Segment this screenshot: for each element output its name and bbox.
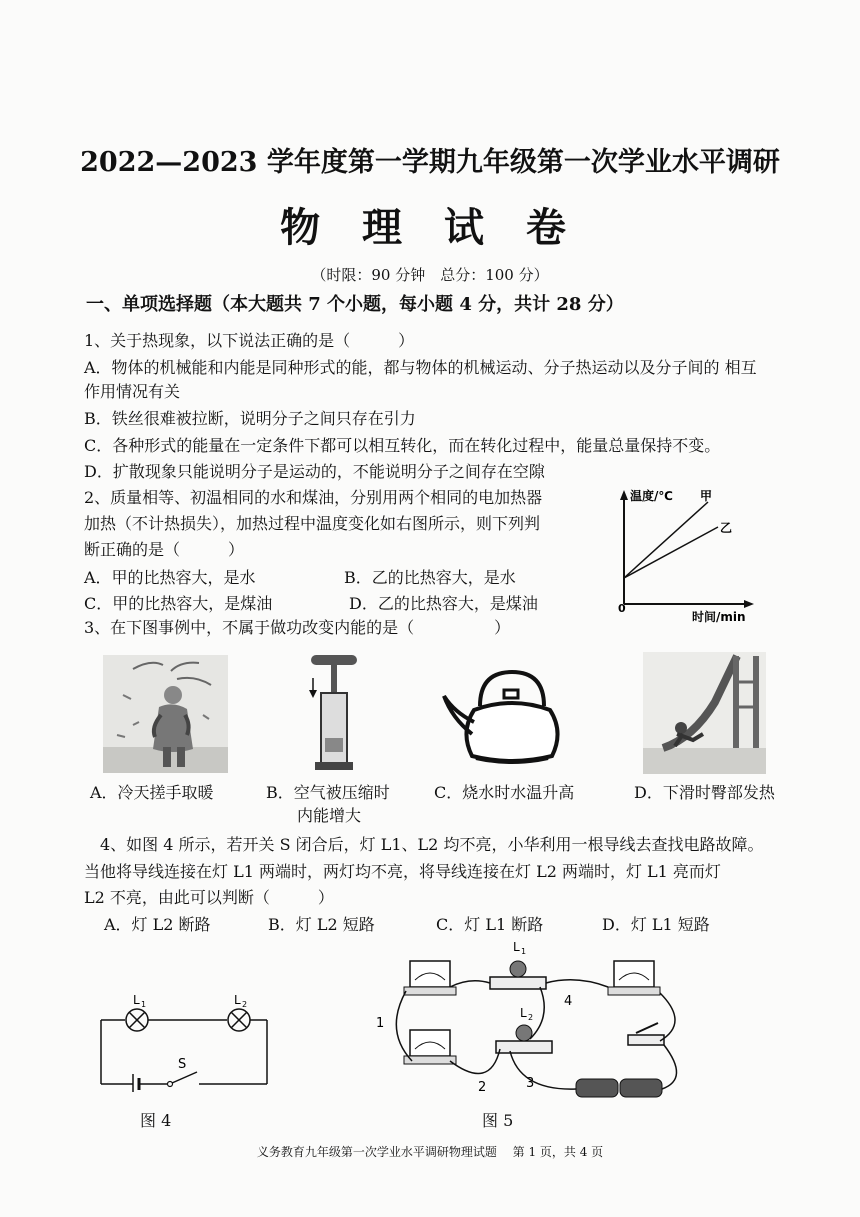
section-heading: 一、单项选择题（本大题共 7 个小题，每小题 4 分，共计 28 分） (86, 294, 624, 315)
fig4-switch-label: S (178, 1057, 187, 1072)
q2-stem-line3: 断正确的是（ ） (84, 540, 245, 559)
q4-option-c: C．灯 L1 断路 (436, 915, 544, 934)
q4-option-a: A．灯 L2 断路 (104, 915, 211, 934)
fig4-l2-label: L (234, 993, 241, 1007)
q1-option-b: B．铁丝很难被拉断，说明分子之间只存在引力 (84, 409, 416, 428)
rubbing-hands-illustration (103, 655, 228, 773)
fig5-l1-label: L (513, 940, 520, 954)
q3-option-a: A．冷天搓手取暖 (90, 783, 214, 802)
exam-meta: （时限：90 分钟 总分：100 分） (311, 266, 549, 284)
q4-option-d: D．灯 L1 短路 (602, 915, 710, 934)
q3-option-b-cont: 内能增大 (297, 806, 362, 825)
subject-title: 物 理 试 卷 (280, 204, 580, 251)
battery-1-icon (576, 1079, 618, 1097)
y-axis-arrow (620, 490, 628, 500)
exam-title: 2022—2023 学年度第一学期九年级第一次学业水平调研 (80, 147, 780, 178)
origin-label: 0 (618, 602, 626, 615)
fig4-l1-sub: 1 (141, 1000, 147, 1009)
figure-5-caption: 图 5 (482, 1111, 514, 1130)
wire-3-label: 3 (526, 1076, 535, 1091)
meter-bottom-left-icon (410, 1030, 450, 1056)
line-jia-label: 甲 (700, 489, 713, 503)
q3-option-b: B．空气被压缩时 (266, 783, 390, 802)
q3-stem: 3、在下图事例中，不属于做功改变内能的是（ ） (84, 618, 511, 637)
q2-option-c: C．甲的比热容大，是煤油 (84, 594, 273, 613)
q2-stem-line2: 加热（不计热损失），加热过程中温度变化如右图所示，则下列判 (84, 514, 541, 533)
figure-4-circuit (95, 990, 280, 1092)
q4-stem-line2: 当他将导线连接在灯 L1 两端时，两灯均不亮，将导线连接在灯 L2 两端时，灯 L1 亮而灯 (84, 862, 721, 881)
line-yi-label: 乙 (720, 521, 733, 535)
figure-5-circuit (370, 935, 700, 1105)
air-compression-illustration (303, 650, 365, 775)
wire-4-label: 4 (564, 994, 573, 1009)
slide-illustration (643, 652, 766, 774)
switch-board-icon (628, 1035, 664, 1045)
q3-option-d: D．下滑时臀部发热 (634, 783, 775, 802)
q2-option-b: B．乙的比热容大，是水 (344, 568, 516, 587)
fig5-l1-sub: 1 (521, 947, 527, 956)
q3-option-c: C．烧水时水温升高 (434, 783, 575, 802)
lamp-l2-board-icon (496, 1041, 552, 1053)
q1-option-c: C．各种形式的能量在一定条件下都可以相互转化，而在转化过程中，能量总量保持不变。 (84, 436, 721, 455)
fig5-l2-label: L (520, 1006, 527, 1020)
fig5-l2-sub: 2 (528, 1013, 534, 1022)
q1-option-a-cont: 作用情况有关 (84, 382, 181, 401)
page-footer: 义务教育九年级第一次学业水平调研物理试题 第 1 页，共 4 页 (256, 1145, 604, 1159)
meter-top-right-icon (614, 961, 654, 987)
q4-option-b: B．灯 L2 短路 (268, 915, 375, 934)
fig4-l1-label: L (133, 993, 140, 1007)
q1-option-d: D．扩散现象只能说明分子是运动的，不能说明分子之间存在空隙 (84, 462, 545, 481)
lamp-l1-board-icon (490, 977, 546, 989)
q4-stem-line1: 4、如图 4 所示，若开关 S 闭合后，灯 L1、L2 均不亮，小华利用一根导线去查找电路故障。 (100, 835, 764, 854)
q2-option-a: A．甲的比热容大，是水 (84, 568, 256, 587)
fig4-l2-sub: 2 (242, 1000, 248, 1009)
q4-stem-line3: L2 不亮，由此可以判断（ ） (84, 888, 334, 907)
meter-top-left-icon (410, 961, 450, 987)
wire-2-label: 2 (478, 1080, 487, 1095)
temperature-time-graph (600, 482, 770, 627)
wire-1-label: 1 (376, 1016, 385, 1031)
kettle-illustration (440, 670, 580, 770)
q2-option-d: D．乙的比热容大，是煤油 (349, 594, 538, 613)
x-axis-label: 时间/min (692, 610, 746, 624)
figure-4-caption: 图 4 (140, 1111, 172, 1130)
switch-icon (168, 1082, 173, 1087)
q1-option-a: A．物体的机械能和内能是同种形式的能，都与物体的机械运动、分子热运动以及分子间的 相互 (84, 358, 757, 377)
battery-2-icon (620, 1079, 662, 1097)
y-axis-label: 温度/℃ (630, 489, 673, 503)
x-axis-arrow (744, 600, 754, 608)
q2-stem-line1: 2、质量相等、初温相同的水和煤油，分别用两个相同的电加热器 (84, 488, 543, 507)
q1-stem: 1、关于热现象，以下说法正确的是（ ） (84, 331, 415, 350)
